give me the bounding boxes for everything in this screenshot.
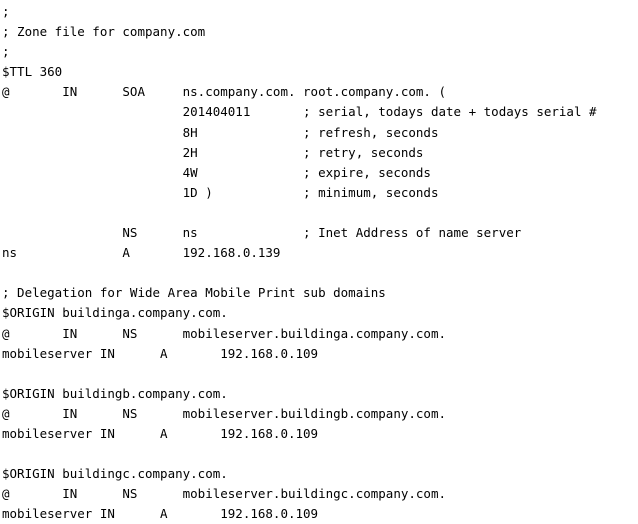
zone-file-line: $ORIGIN buildingc.company.com. [2,466,228,482]
zone-file-line: 4W ; expire, seconds [2,164,431,180]
zone-file-line: @ IN NS mobileserver.buildingc.company.com. [2,486,447,502]
zone-file-line: ; [2,44,10,60]
zone-file-line: 201404011 ; serial, todays date + todays serial # [2,104,597,120]
zone-file-line: NS ns ; Inet Address of name server [2,225,522,241]
zone-file-line: $TTL 360 [2,64,63,80]
zone-file-line: 1D ) ; minimum, seconds [2,184,439,200]
zone-file-line: 2H ; retry, seconds [2,144,424,160]
zone-file-line: ; [2,4,10,19]
zone-file-line: ns A 192.168.0.139 [2,245,281,261]
zone-file-line: $ORIGIN buildinga.company.com. [2,305,228,321]
zone-file-line: mobileserver IN A 192.168.0.109 [2,425,319,441]
zone-file-line: ; Delegation for Wide Area Mobile Print sub domains [2,285,386,301]
zone-file-line [2,203,638,223]
zone-file-line: mobileserver IN A 192.168.0.109 [2,345,319,361]
zone-file-line: ; Zone file for company.com [2,24,206,40]
zone-file-line: @ IN NS mobileserver.buildingb.company.com. [2,405,447,421]
zone-file-line [2,263,638,283]
zone-file-line: 8H ; refresh, seconds [2,124,439,140]
zone-file-line [2,364,638,384]
zone-file-line: $ORIGIN buildingb.company.com. [2,385,228,401]
zone-file-line: mobileserver IN A 192.168.0.109 [2,506,319,522]
zone-file-line: @ IN NS mobileserver.buildinga.company.com. [2,325,447,341]
zone-file-line [2,444,638,464]
zone-file-line: @ IN SOA ns.company.com. root.company.com. ( [2,84,447,100]
